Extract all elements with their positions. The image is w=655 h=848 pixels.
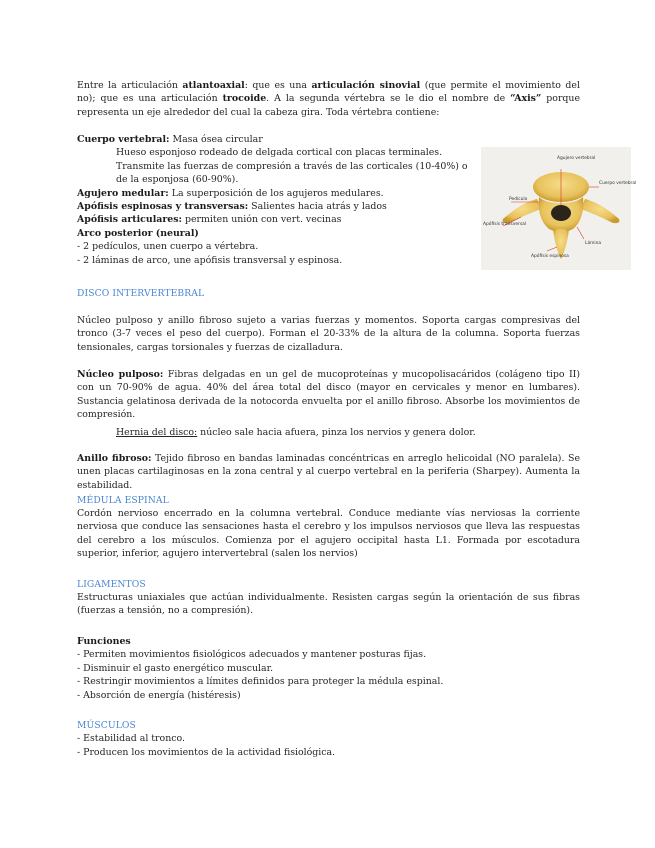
cuerpo-sub-item: Transmite las fuerzas de compresión a través de las corticales (10-40%) o de la esponjosa (60-90%). bbox=[116, 160, 468, 186]
anillo-paragraph bbox=[77, 452, 580, 492]
arco-posterior-label: Arco posterior (neural) bbox=[77, 227, 199, 239]
musculo-item: - Producen los movimientos de la actividad fisiológica. bbox=[77, 746, 336, 758]
funcion-item: - Restringir movimientos a límites definidos para proteger la médula espinal. bbox=[77, 676, 444, 688]
apofisis-espinosas-label: Apófisis espinosas y transversas: bbox=[77, 201, 249, 213]
hernia-text: núcleo sale hacia afuera, pinza los nervios y genera dolor. bbox=[197, 427, 476, 438]
heading-musculos: MÚSCULOS bbox=[77, 720, 136, 731]
vertebra-components bbox=[77, 133, 477, 267]
arco-list-item: - 2 pedículos, unen cuerpo a vértebra. bbox=[77, 241, 259, 253]
funciones-list bbox=[77, 635, 580, 702]
funciones-label: Funciones bbox=[77, 636, 131, 647]
heading-disco-intervertebral: DISCO INTERVERTEBRAL bbox=[77, 288, 205, 299]
funcion-item: - Permiten movimientos fisiológicos adecuados y mantener posturas fijas. bbox=[77, 649, 427, 661]
nucleo-pulposo-label: Núcleo pulposo: bbox=[77, 369, 164, 380]
intro-paragraph bbox=[77, 79, 580, 119]
cuerpo-sub-item: Hueso esponjoso rodeado de delgada cortical con placas terminales. bbox=[116, 147, 443, 159]
agujero-medular-label: Agujero medular: bbox=[77, 187, 169, 199]
vertebral-foramen bbox=[551, 205, 571, 221]
intro-text: Entre la articulación bbox=[77, 80, 183, 91]
heading-medula-espinal: MÉDULA ESPINAL bbox=[77, 495, 169, 506]
cuerpo-vertebral-label: Cuerpo vertebral: bbox=[77, 134, 170, 145]
label-lamina: Lámina bbox=[585, 241, 602, 246]
transverse-process-right bbox=[581, 199, 619, 223]
section-disco bbox=[77, 287, 580, 300]
nucleo-pulposo-text: Fibras delgadas en un gel de mucoproteínas y mucopolisacáridos (colágeno tipo II) con un 70-90% de agua. 40% del área total del disco (mayor en cervicales y menor en lumbares). Sustancia gelatinosa derivada de la notocorda envuelta por el anillo fibroso. Absorbe los movimientos de compresión. bbox=[77, 369, 581, 421]
musculo-item: - Estabilidad al tronco. bbox=[77, 733, 185, 745]
label-pediculo: Pedículo bbox=[509, 197, 528, 202]
term-articulacion-sinovial: articulación sinovial bbox=[311, 80, 421, 91]
apofisis-articulares-text: permiten unión con vert. vecinas bbox=[182, 214, 342, 226]
apofisis-espinosas-text: Salientes hacia atrás y lados bbox=[248, 201, 387, 213]
cuerpo-vertebral-text: Masa ósea circular bbox=[169, 134, 263, 145]
intro-text: porque representa un eje alrededor del cual la cabeza gira. Toda vértebra contiene: bbox=[77, 93, 581, 118]
label-agujero-vertebral: Agujero vertebral bbox=[557, 156, 596, 161]
intro-text: . A la segunda vértebra se le dio el nombre de bbox=[266, 93, 511, 105]
hernia-label: Hernia del disco: bbox=[116, 427, 198, 438]
transverse-process-left bbox=[503, 199, 541, 223]
label-apofisis-transversal: Apófisis transversal bbox=[483, 222, 527, 227]
heading-ligamentos: LIGAMENTOS bbox=[77, 579, 146, 590]
section-medula bbox=[77, 494, 580, 507]
medula-text: Cordón nervioso encerrado en la columna vertebral. Conduce mediante vías nerviosas la corriente nerviosa que conduce las sensaciones hasta el cerebro y los impulsos nerviosos que lleva las respuestas del cerebro a los músculos. Comienza por el agujero occipital hasta L1. Formada por escotadura superior, inferior, agujero intervertebral (salen los nervios) bbox=[77, 508, 580, 560]
agujero-medular-text: La superposición de los agujeros medulares. bbox=[168, 187, 384, 199]
anillo-fibroso-text: Tejido fibroso en bandas laminadas concéntricas en arreglo helicoidal (NO paralela). Se unen placas cartilaginosas en la zona central y al cuerpo vertebral en la periferia (Sharpey). Aumenta la estabilidad. bbox=[77, 453, 580, 491]
anillo-fibroso-label: Anillo fibroso: bbox=[77, 453, 152, 464]
funcion-item: - Absorción de energía (histéresis) bbox=[77, 689, 241, 701]
hernia-paragraph bbox=[77, 426, 580, 439]
label-apofisis-espinosa: Apófisis espinosa bbox=[531, 254, 569, 259]
disco-text: Núcleo pulposo y anillo fibroso sujeto a varias fuerzas y momentos. Soporta cargas compresivas del tronco (3-7 veces el peso del cuerpo). Forman el 20-33% de la altura de la columna. Soporta fuerzas tensionales, cargas torsionales y fuerzas de cizalladura. bbox=[77, 315, 580, 353]
term-atlantoaxial: atlantoaxial bbox=[182, 80, 245, 91]
intro-text: (que permite el movimiento del no); que es una articulación bbox=[77, 80, 580, 105]
vertebra-illustration bbox=[481, 147, 637, 270]
ligamentos-paragraph bbox=[77, 591, 580, 618]
section-ligamentos bbox=[77, 578, 580, 591]
section-musculos bbox=[77, 719, 580, 759]
intro-text: : que es una bbox=[244, 80, 312, 91]
label-cuerpo-vertebral: Cuerpo vertebral bbox=[599, 181, 637, 186]
arco-list-item: - 2 láminas de arco, une apófisis transversal y espinosa. bbox=[77, 254, 343, 266]
medula-paragraph bbox=[77, 507, 580, 561]
ligamentos-text: Estructuras uniaxiales que actúan individualmente. Resisten cargas según la orientación de sus fibras (fuerzas a tensión, no a compresión). bbox=[77, 592, 580, 617]
apofisis-articulares-label: Apófisis articulares: bbox=[77, 214, 182, 226]
term-axis: “Axis” bbox=[510, 93, 542, 105]
term-trocoide: trocoide bbox=[222, 93, 267, 105]
funcion-item: - Disminuir el gasto energético muscular. bbox=[77, 662, 274, 674]
disco-paragraph bbox=[77, 314, 580, 354]
nucleo-paragraph bbox=[77, 368, 580, 422]
vertebra-diagram bbox=[481, 147, 637, 270]
